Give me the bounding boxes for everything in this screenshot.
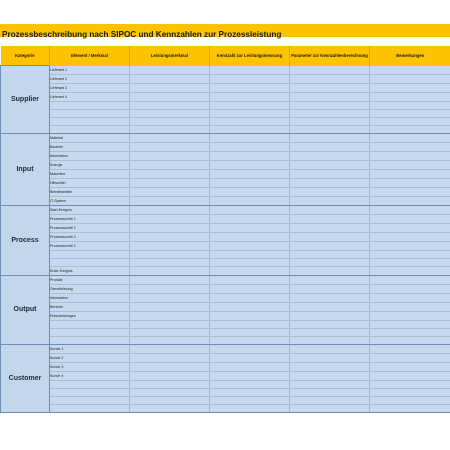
bemerkung-cell[interactable] xyxy=(370,101,450,109)
kennzahl-cell[interactable] xyxy=(210,388,290,396)
table-row xyxy=(1,92,450,101)
table-row xyxy=(1,328,450,336)
element-cell[interactable]: Entscheidungen xyxy=(50,311,130,320)
parameter-cell[interactable] xyxy=(290,117,370,125)
header-bemerkungen: Bemerkungen xyxy=(370,46,450,66)
leistungsmerkmal-cell[interactable] xyxy=(130,320,210,328)
element-cell[interactable]: Prozessschritt 1 xyxy=(50,214,130,223)
table-row xyxy=(1,142,450,151)
leistungsmerkmal-cell[interactable] xyxy=(130,404,210,412)
parameter-cell[interactable] xyxy=(290,205,370,214)
header-parameter: Parameter zur Kennzahlenberechnung xyxy=(290,46,370,66)
kennzahl-cell[interactable] xyxy=(210,241,290,250)
header-row xyxy=(1,46,450,66)
table-row xyxy=(1,160,450,169)
category-supplier[interactable]: Supplier xyxy=(1,66,50,134)
table-row xyxy=(1,117,450,125)
bemerkung-cell[interactable] xyxy=(370,344,450,353)
sheet-title: Prozessbeschreibung nach SIPOC und Kennzahlen zur Prozessleistung xyxy=(2,30,282,39)
leistungsmerkmal-cell[interactable] xyxy=(130,196,210,205)
table-row xyxy=(1,371,450,380)
table-row xyxy=(1,83,450,92)
kennzahl-cell[interactable] xyxy=(210,142,290,151)
element-cell[interactable] xyxy=(50,250,130,258)
bemerkung-cell[interactable] xyxy=(370,275,450,284)
parameter-cell[interactable] xyxy=(290,109,370,117)
kennzahl-cell[interactable] xyxy=(210,328,290,336)
element-cell[interactable]: Produkt xyxy=(50,275,130,284)
bemerkung-cell[interactable] xyxy=(370,353,450,362)
leistungsmerkmal-cell[interactable] xyxy=(130,74,210,83)
element-cell[interactable] xyxy=(50,336,130,344)
parameter-cell[interactable] xyxy=(290,151,370,160)
parameter-cell[interactable] xyxy=(290,196,370,205)
leistungsmerkmal-cell[interactable] xyxy=(130,380,210,388)
table-row xyxy=(1,74,450,83)
parameter-cell[interactable] xyxy=(290,362,370,371)
table-row xyxy=(1,232,450,241)
table-row xyxy=(1,66,450,75)
bemerkung-cell[interactable] xyxy=(370,241,450,250)
element-cell[interactable]: Lieferant 1 xyxy=(50,66,130,75)
leistungsmerkmal-cell[interactable] xyxy=(130,336,210,344)
parameter-cell[interactable] xyxy=(290,178,370,187)
element-cell[interactable] xyxy=(50,388,130,396)
parameter-cell[interactable] xyxy=(290,293,370,302)
leistungsmerkmal-cell[interactable] xyxy=(130,125,210,133)
element-cell[interactable] xyxy=(50,396,130,404)
leistungsmerkmal-cell[interactable] xyxy=(130,169,210,178)
parameter-cell[interactable] xyxy=(290,353,370,362)
element-cell[interactable]: Lieferant 3 xyxy=(50,83,130,92)
element-cell[interactable]: IT-System xyxy=(50,196,130,205)
kennzahl-cell[interactable] xyxy=(210,151,290,160)
element-cell[interactable]: Betriebsmittel xyxy=(50,187,130,196)
bemerkung-cell[interactable] xyxy=(370,74,450,83)
kennzahl-cell[interactable] xyxy=(210,396,290,404)
table-row xyxy=(1,302,450,311)
kennzahl-cell[interactable] xyxy=(210,109,290,117)
table-row xyxy=(1,336,450,344)
parameter-cell[interactable] xyxy=(290,83,370,92)
leistungsmerkmal-cell[interactable] xyxy=(130,388,210,396)
kennzahl-cell[interactable] xyxy=(210,371,290,380)
bemerkung-cell[interactable] xyxy=(370,328,450,336)
leistungsmerkmal-cell[interactable] xyxy=(130,250,210,258)
table-row xyxy=(1,214,450,223)
table-row xyxy=(1,205,450,214)
table-row xyxy=(1,258,450,266)
kennzahl-cell[interactable] xyxy=(210,320,290,328)
kennzahl-cell[interactable] xyxy=(210,187,290,196)
bemerkung-cell[interactable] xyxy=(370,109,450,117)
bemerkung-cell[interactable] xyxy=(370,404,450,412)
parameter-cell[interactable] xyxy=(290,92,370,101)
parameter-cell[interactable] xyxy=(290,275,370,284)
parameter-cell[interactable] xyxy=(290,250,370,258)
parameter-cell[interactable] xyxy=(290,142,370,151)
leistungsmerkmal-cell[interactable] xyxy=(130,109,210,117)
element-cell[interactable] xyxy=(50,125,130,133)
element-cell[interactable]: Kunde 3 xyxy=(50,362,130,371)
bemerkung-cell[interactable] xyxy=(370,169,450,178)
bemerkung-cell[interactable] xyxy=(370,293,450,302)
parameter-cell[interactable] xyxy=(290,125,370,133)
element-cell[interactable]: Kunde 2 xyxy=(50,353,130,362)
leistungsmerkmal-cell[interactable] xyxy=(130,293,210,302)
leistungsmerkmal-cell[interactable] xyxy=(130,353,210,362)
bemerkung-cell[interactable] xyxy=(370,117,450,125)
bemerkung-cell[interactable] xyxy=(370,396,450,404)
element-cell[interactable] xyxy=(50,101,130,109)
sipoc-sheet xyxy=(0,46,450,427)
kennzahl-cell[interactable] xyxy=(210,344,290,353)
leistungsmerkmal-cell[interactable] xyxy=(130,328,210,336)
parameter-cell[interactable] xyxy=(290,232,370,241)
bemerkung-cell[interactable] xyxy=(370,320,450,328)
table-row xyxy=(1,388,450,396)
parameter-cell[interactable] xyxy=(290,320,370,328)
table-row xyxy=(1,362,450,371)
parameter-cell[interactable] xyxy=(290,101,370,109)
element-cell[interactable]: Lieferant 2 xyxy=(50,74,130,83)
leistungsmerkmal-cell[interactable] xyxy=(130,344,210,353)
parameter-cell[interactable] xyxy=(290,74,370,83)
parameter-cell[interactable] xyxy=(290,336,370,344)
kennzahl-cell[interactable] xyxy=(210,117,290,125)
kennzahl-cell[interactable] xyxy=(210,205,290,214)
leistungsmerkmal-cell[interactable] xyxy=(130,302,210,311)
element-cell[interactable] xyxy=(50,258,130,266)
table-row xyxy=(1,178,450,187)
bemerkung-cell[interactable] xyxy=(370,232,450,241)
element-cell[interactable]: Information xyxy=(50,151,130,160)
element-cell[interactable]: Kunde 1 xyxy=(50,344,130,353)
table-row xyxy=(1,353,450,362)
sipoc-table xyxy=(0,46,450,413)
bemerkung-cell[interactable] xyxy=(370,371,450,380)
leistungsmerkmal-cell[interactable] xyxy=(130,258,210,266)
kennzahl-cell[interactable] xyxy=(210,125,290,133)
kennzahl-cell[interactable] xyxy=(210,169,290,178)
leistungsmerkmal-cell[interactable] xyxy=(130,66,210,75)
table-row xyxy=(1,380,450,388)
parameter-cell[interactable] xyxy=(290,223,370,232)
kennzahl-cell[interactable] xyxy=(210,250,290,258)
bemerkung-cell[interactable] xyxy=(370,125,450,133)
element-cell[interactable]: Maschine xyxy=(50,169,130,178)
kennzahl-cell[interactable] xyxy=(210,293,290,302)
kennzahl-cell[interactable] xyxy=(210,101,290,109)
bemerkung-cell[interactable] xyxy=(370,258,450,266)
leistungsmerkmal-cell[interactable] xyxy=(130,205,210,214)
parameter-cell[interactable] xyxy=(290,371,370,380)
table-row xyxy=(1,169,450,178)
bemerkung-cell[interactable] xyxy=(370,302,450,311)
kennzahl-cell[interactable] xyxy=(210,258,290,266)
leistungsmerkmal-cell[interactable] xyxy=(130,275,210,284)
bemerkung-cell[interactable] xyxy=(370,196,450,205)
element-cell[interactable] xyxy=(50,320,130,328)
parameter-cell[interactable] xyxy=(290,311,370,320)
parameter-cell[interactable] xyxy=(290,187,370,196)
leistungsmerkmal-cell[interactable] xyxy=(130,178,210,187)
leistungsmerkmal-cell[interactable] xyxy=(130,83,210,92)
bemerkung-cell[interactable] xyxy=(370,205,450,214)
element-cell[interactable]: Bauteile xyxy=(50,142,130,151)
table-row xyxy=(1,396,450,404)
table-row xyxy=(1,125,450,133)
table-row xyxy=(1,266,450,275)
parameter-cell[interactable] xyxy=(290,380,370,388)
leistungsmerkmal-cell[interactable] xyxy=(130,151,210,160)
bemerkung-cell[interactable] xyxy=(370,187,450,196)
element-cell[interactable]: Prozessschritt 3 xyxy=(50,232,130,241)
bemerkung-cell[interactable] xyxy=(370,250,450,258)
table-row xyxy=(1,187,450,196)
table-row xyxy=(1,109,450,117)
kennzahl-cell[interactable] xyxy=(210,223,290,232)
header-element-merkmal: Element / Merkmal xyxy=(50,46,130,66)
leistungsmerkmal-cell[interactable] xyxy=(130,117,210,125)
element-cell[interactable]: Kunde 4 xyxy=(50,371,130,380)
table-row xyxy=(1,404,450,412)
leistungsmerkmal-cell[interactable] xyxy=(130,214,210,223)
bemerkung-cell[interactable] xyxy=(370,362,450,371)
table-row xyxy=(1,275,450,284)
element-cell[interactable]: Prozessschritt 2 xyxy=(50,223,130,232)
kennzahl-cell[interactable] xyxy=(210,275,290,284)
element-cell[interactable] xyxy=(50,380,130,388)
element-cell[interactable]: Lieferant 4 xyxy=(50,92,130,101)
bemerkung-cell[interactable] xyxy=(370,284,450,293)
bemerkung-cell[interactable] xyxy=(370,311,450,320)
table-row xyxy=(1,196,450,205)
kennzahl-cell[interactable] xyxy=(210,160,290,169)
table-body xyxy=(1,66,450,413)
table-row xyxy=(1,151,450,160)
bemerkung-cell[interactable] xyxy=(370,266,450,275)
table-row xyxy=(1,223,450,232)
element-cell[interactable]: Dienstleistung xyxy=(50,284,130,293)
element-cell[interactable] xyxy=(50,117,130,125)
leistungsmerkmal-cell[interactable] xyxy=(130,187,210,196)
header-leistungsmerkmal: Leistungsmerkmal xyxy=(130,46,210,66)
table-row xyxy=(1,133,450,142)
sheet-title-bar xyxy=(0,24,450,37)
parameter-cell[interactable] xyxy=(290,396,370,404)
bemerkung-cell[interactable] xyxy=(370,142,450,151)
kennzahl-cell[interactable] xyxy=(210,311,290,320)
element-cell[interactable]: Energie xyxy=(50,160,130,169)
kennzahl-cell[interactable] xyxy=(210,178,290,187)
parameter-cell[interactable] xyxy=(290,302,370,311)
parameter-cell[interactable] xyxy=(290,241,370,250)
bemerkung-cell[interactable] xyxy=(370,151,450,160)
parameter-cell[interactable] xyxy=(290,266,370,275)
leistungsmerkmal-cell[interactable] xyxy=(130,371,210,380)
kennzahl-cell[interactable] xyxy=(210,74,290,83)
leistungsmerkmal-cell[interactable] xyxy=(130,142,210,151)
kennzahl-cell[interactable] xyxy=(210,302,290,311)
element-cell[interactable]: Information xyxy=(50,293,130,302)
table-row xyxy=(1,344,450,353)
table-row xyxy=(1,101,450,109)
bemerkung-cell[interactable] xyxy=(370,178,450,187)
parameter-cell[interactable] xyxy=(290,284,370,293)
parameter-cell[interactable] xyxy=(290,404,370,412)
bemerkung-cell[interactable] xyxy=(370,160,450,169)
header-kennzahl: Kennzahl zur Leistungsmessung xyxy=(210,46,290,66)
kennzahl-cell[interactable] xyxy=(210,266,290,275)
parameter-cell[interactable] xyxy=(290,214,370,223)
bemerkung-cell[interactable] xyxy=(370,92,450,101)
leistungsmerkmal-cell[interactable] xyxy=(130,362,210,371)
leistungsmerkmal-cell[interactable] xyxy=(130,133,210,142)
leistungsmerkmal-cell[interactable] xyxy=(130,92,210,101)
category-output[interactable]: Output xyxy=(1,275,50,344)
bemerkung-cell[interactable] xyxy=(370,83,450,92)
parameter-cell[interactable] xyxy=(290,160,370,169)
table-row xyxy=(1,311,450,320)
parameter-cell[interactable] xyxy=(290,388,370,396)
bemerkung-cell[interactable] xyxy=(370,380,450,388)
parameter-cell[interactable] xyxy=(290,328,370,336)
category-customer[interactable]: Customer xyxy=(1,344,50,412)
parameter-cell[interactable] xyxy=(290,169,370,178)
element-cell[interactable] xyxy=(50,404,130,412)
table-row xyxy=(1,241,450,250)
category-input[interactable]: Input xyxy=(1,133,50,205)
element-cell[interactable]: Ende-Ereignis xyxy=(50,266,130,275)
category-process[interactable]: Process xyxy=(1,205,50,275)
kennzahl-cell[interactable] xyxy=(210,362,290,371)
kennzahl-cell[interactable] xyxy=(210,336,290,344)
element-cell[interactable]: Prozessschritt 4 xyxy=(50,241,130,250)
leistungsmerkmal-cell[interactable] xyxy=(130,223,210,232)
table-row xyxy=(1,250,450,258)
element-cell[interactable] xyxy=(50,109,130,117)
leistungsmerkmal-cell[interactable] xyxy=(130,311,210,320)
bemerkung-cell[interactable] xyxy=(370,388,450,396)
leistungsmerkmal-cell[interactable] xyxy=(130,101,210,109)
table-row xyxy=(1,284,450,293)
header-kategorie: Kategorie xyxy=(1,46,50,66)
element-cell[interactable]: Material xyxy=(50,133,130,142)
kennzahl-cell[interactable] xyxy=(210,83,290,92)
bemerkung-cell[interactable] xyxy=(370,214,450,223)
kennzahl-cell[interactable] xyxy=(210,214,290,223)
leistungsmerkmal-cell[interactable] xyxy=(130,284,210,293)
parameter-cell[interactable] xyxy=(290,344,370,353)
bemerkung-cell[interactable] xyxy=(370,336,450,344)
leistungsmerkmal-cell[interactable] xyxy=(130,266,210,275)
bemerkung-cell[interactable] xyxy=(370,223,450,232)
kennzahl-cell[interactable] xyxy=(210,133,290,142)
parameter-cell[interactable] xyxy=(290,133,370,142)
kennzahl-cell[interactable] xyxy=(210,66,290,75)
leistungsmerkmal-cell[interactable] xyxy=(130,232,210,241)
kennzahl-cell[interactable] xyxy=(210,92,290,101)
element-cell[interactable]: Start-Ereignis xyxy=(50,205,130,214)
kennzahl-cell[interactable] xyxy=(210,380,290,388)
leistungsmerkmal-cell[interactable] xyxy=(130,241,210,250)
element-cell[interactable]: Berichte xyxy=(50,302,130,311)
kennzahl-cell[interactable] xyxy=(210,196,290,205)
bemerkung-cell[interactable] xyxy=(370,66,450,75)
leistungsmerkmal-cell[interactable] xyxy=(130,160,210,169)
kennzahl-cell[interactable] xyxy=(210,284,290,293)
element-cell[interactable]: Hilfsmittel xyxy=(50,178,130,187)
parameter-cell[interactable] xyxy=(290,258,370,266)
kennzahl-cell[interactable] xyxy=(210,404,290,412)
table-row xyxy=(1,293,450,302)
table-row xyxy=(1,320,450,328)
leistungsmerkmal-cell[interactable] xyxy=(130,396,210,404)
kennzahl-cell[interactable] xyxy=(210,353,290,362)
element-cell[interactable] xyxy=(50,328,130,336)
bemerkung-cell[interactable] xyxy=(370,133,450,142)
kennzahl-cell[interactable] xyxy=(210,232,290,241)
parameter-cell[interactable] xyxy=(290,66,370,75)
